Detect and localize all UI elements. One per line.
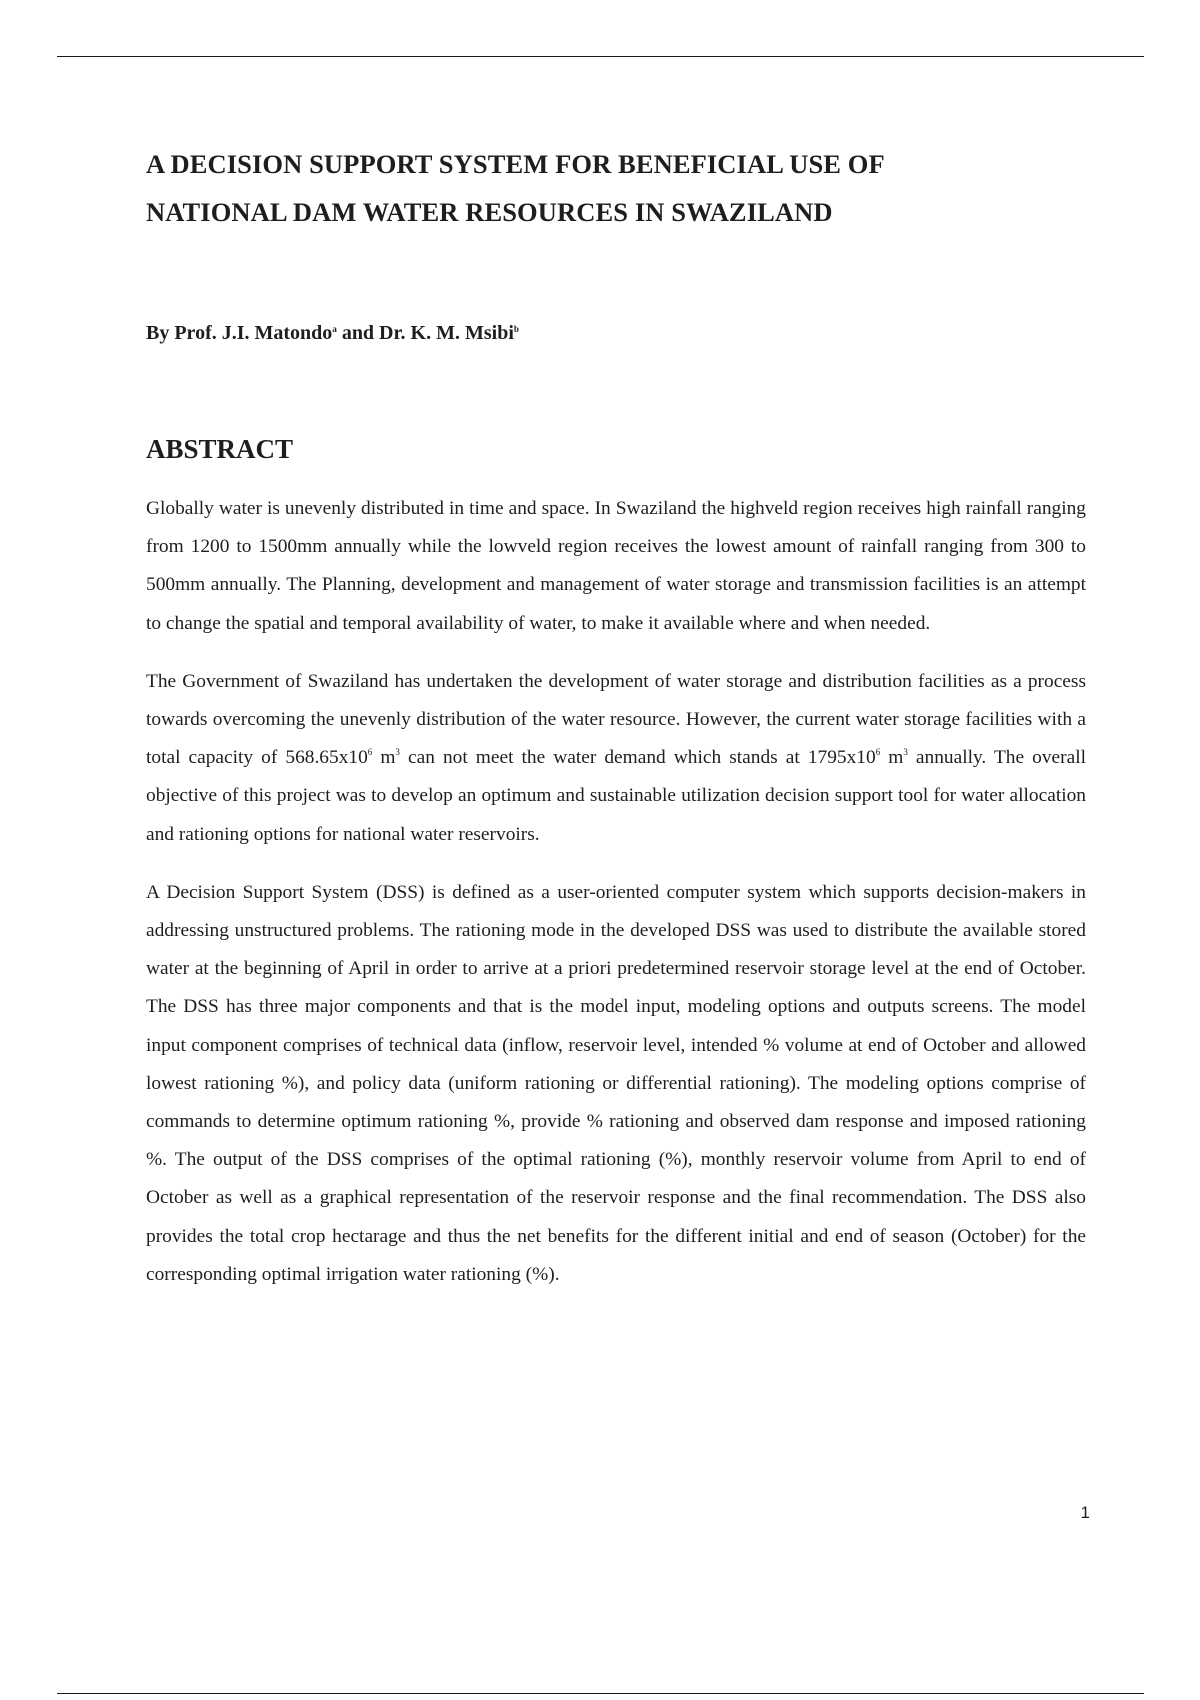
abstract-paragraph-1: Globally water is unevenly distributed in time and space. In Swaziland the highveld region receives high rainfall ranging from 1200 to 1500mm annually while the lowveld region receives the lowest amount of rainfall ranging from 300 to 500mm annually. The Planning, development and management of water storage and transmission facilities is an attempt to change the spatial and temporal availability of water, to make it available where and when needed. bbox=[146, 498, 1086, 634]
paragraph-2-text-4: m bbox=[880, 747, 904, 769]
exponent-1: 6 bbox=[367, 747, 373, 758]
paper-title bbox=[146, 140, 1086, 236]
affiliation-marker-b: b bbox=[513, 324, 519, 334]
abstract-paragraph-3: A Decision Support System (DSS) is defined as a user-oriented computer system which supports decision-makers in addressing unstructured problems. The rationing mode in the developed DSS was used to distribute the available stored water at the beginning of April in order to arrive at a priori predetermined reservoir storage level at the end of October. The DSS has three major components and that is the model input, modeling options and outputs screens. The model input component comprises of technical data (inflow, reservoir level, intended % volume at end of October and allowed lowest rationing %), and policy data (uniform rationing or differential rationing). The modeling options comprise of commands to determine optimum rationing %, provide % rationing and observed dam response and imposed rationing %. The output of the DSS comprises of the optimal rationing (%), monthly reservoir volume from April to end of October as well as a graphical representation of the reservoir response and the final recommendation. The DSS also provides the total crop hectarage and thus the net benefits for the different initial and end of season (October) for the corresponding optimal irrigation water rationing (%). bbox=[146, 881, 1086, 1285]
author-line bbox=[146, 318, 1086, 348]
page-content bbox=[146, 140, 1086, 1294]
author-1: By Prof. J.I. Matondo bbox=[146, 322, 333, 344]
exponent-2: 3 bbox=[395, 747, 400, 758]
footer-rule bbox=[57, 1693, 1144, 1694]
paper-title-line-1: A DECISION SUPPORT SYSTEM FOR BENEFICIAL USE OF bbox=[146, 149, 885, 179]
exponent-3: 6 bbox=[875, 747, 881, 758]
paragraph-2-text-1: The Government of Swaziland has undertaken the development of water storage and distribution facilities as a process towards overcoming the unevenly distribution of the water resource. However, the current water storage facilities with a total capacity of 568.65x10 bbox=[146, 670, 1086, 769]
paragraph-2-text-5: annually. The overall objective of this project was to develop an optimum and sustainable utilization decision support tool for water allocation and rationing options for national water reservoirs. bbox=[146, 747, 1086, 845]
paragraph-2-text-3: can not meet the water demand which stands at 1795x10 bbox=[399, 747, 876, 769]
header-rule bbox=[57, 56, 1144, 57]
exponent-4: 3 bbox=[903, 747, 908, 758]
author-2: and Dr. K. M. Msibi bbox=[336, 322, 514, 344]
paragraph-2-text-2: m bbox=[372, 747, 396, 769]
page-number: 1 bbox=[1080, 1503, 1090, 1522]
paper-title-line-2: NATIONAL DAM WATER RESOURCES IN SWAZILAND bbox=[146, 197, 833, 227]
affiliation-marker-a: a bbox=[332, 324, 337, 334]
abstract-heading: ABSTRACT bbox=[146, 434, 294, 464]
abstract-paragraph-2 bbox=[146, 663, 1086, 854]
